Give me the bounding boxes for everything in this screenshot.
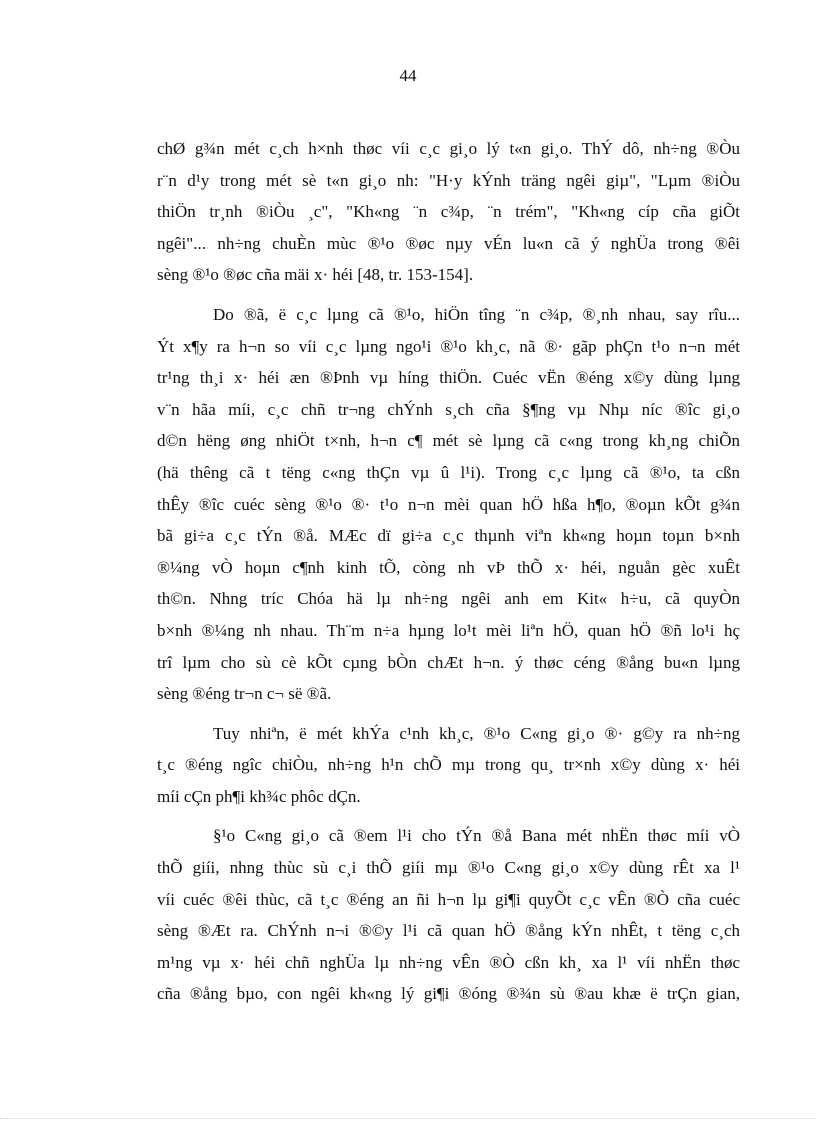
text-line: b×nh ®¼ng nh nhau. Th¨m n÷a hµng lo¹t mèi liªn hÖ, quan hÖ ®ñ lo¹i hç (157, 620, 740, 640)
text-line: tr¹ng th¸i x· héi æn ®Þnh vµ híng thiÖn. Cuéc vËn ®éng x©y dùng lµng (157, 368, 740, 388)
paragraph-2 (157, 299, 740, 710)
text-line: cña ®ång bµo, con ngêi kh«ng lý gi¶i ®óng ®¾n sù ®au khæ ë trÇn gian, (157, 984, 740, 1004)
paragraph-1 (157, 133, 740, 291)
text-line: thiÖn tr¸nh ®iÒu ¸c", "Kh«ng ¨n c¾p, ¨n trém", "Kh«ng cíp cña giÕt (157, 202, 740, 222)
text-line: t¸c ®éng ngîc chiÒu, nh÷ng h¹n chÕ mµ trong qu¸ tr×nh x©y dùng x· héi (157, 755, 740, 775)
text-line: sèng ®éng tr¬n c¬ së ®ã. (157, 684, 332, 704)
text-line: víi cuéc ®êi thùc, cã t¸c ®éng an ñi h¬n lµ gi¶i quyÕt c¸c vÊn ®Ò cña cuéc (157, 889, 740, 909)
text-line: d©n hëng øng nhiÖt t×nh, h¬n c¶ mét sè lµng cã c«ng trong kh¸ng chiÕn (157, 431, 740, 451)
text-line: r¨n d¹y trong mét sè t«n gi¸o nh: "H·y kÝnh träng ngêi giµ", "Lµm ®iÒu (157, 170, 740, 190)
text-line: Tuy nhiªn, ë mét khÝa c¹nh kh¸c, ®¹o C«ng gi¸o ®· g©y ra nh÷ng (213, 723, 740, 743)
text-line: míi cÇn ph¶i kh¾c phôc dÇn. (157, 786, 361, 806)
text-line: sèng ®Æt ra. ChÝnh n¬i ®©y l¹i cã quan hÖ ®ång kÝn nhÊt, t tëng c¸ch (157, 921, 740, 941)
text-line: thÕ giíi, nhng thùc sù c¸i thÕ giíi mµ ®¹o C«ng gi¸o x©y dùng rÊt xa l¹ (157, 858, 740, 878)
text-line: thÊy ®îc cuéc sèng ®¹o ®· t¹o n¬n mèi quan hÖ hßa h¶o, ®oµn kÕt g¾n (157, 494, 740, 514)
text-line: chØ g¾n mét c¸ch h×nh thøc víi c¸c gi¸o lý t«n gi¸o. ThÝ dô, nh÷ng ®Òu (157, 139, 740, 158)
text-line: m¹ng vµ x· héi chñ nghÜa lµ nh÷ng vÊn ®Ò cßn kh¸ xa l¹ víi nhËn thøc (157, 952, 740, 972)
text-line: ®¼ng vÒ hoµn c¶nh kinh tÕ, còng nh vÞ thÕ x· héi, nguån gèc xuÊt (157, 557, 740, 577)
text-line: trî lµm cho sù cè kÕt cµng bÒn chÆt h¬n. ý thøc céng ®ång bu«n lµng (157, 652, 740, 672)
text-line: bã gi÷a c¸c tÝn ®å. MÆc dï gi÷a c¸c thµnh viªn kh«ng hoµn toµn b×nh (157, 526, 740, 546)
text-line: sèng ®¹o ®øc cña mäi x· héi [48, tr. 153-154]. (157, 265, 474, 285)
text-line: ngêi"... nh÷ng chuÈn mùc ®¹o ®øc nµy vÉn lu«n cã ý nghÜa trong ®êi (157, 233, 740, 253)
text-line: th©n. Nhng tríc Chóa hä lµ nh÷ng ngêi anh em Kit« h÷u, cã quyÒn (157, 589, 740, 609)
document-body (157, 133, 740, 1018)
page-number: 44 (399, 66, 417, 85)
text-line: v¨n hãa míi, c¸c chñ tr¬ng chÝnh s¸ch cña §¶ng vµ Nhµ níc ®îc gi¸o (157, 399, 740, 419)
paragraph-4 (157, 820, 740, 1010)
page-bottom-divider (0, 1118, 816, 1119)
text-line: Do ®ã, ë c¸c lµng cã ®¹o, hiÖn tîng ¨n c¾p, ®¸nh nhau, say rîu... (213, 304, 740, 324)
text-line: (hä thêng cã t tëng c«ng thÇn vµ û l¹i). Trong c¸c lµng cã ®¹o, ta cßn (157, 462, 740, 482)
text-line: Ýt x¶y ra h¬n so víi c¸c lµng ngo¹i ®¹o kh¸c, nã ®· gãp phÇn t¹o n¬n mét (157, 336, 740, 356)
text-line: §¹o C«ng gi¸o cã ®em l¹i cho tÝn ®å Bana mét nhËn thøc míi vÒ (213, 826, 740, 846)
paragraph-3 (157, 718, 740, 813)
